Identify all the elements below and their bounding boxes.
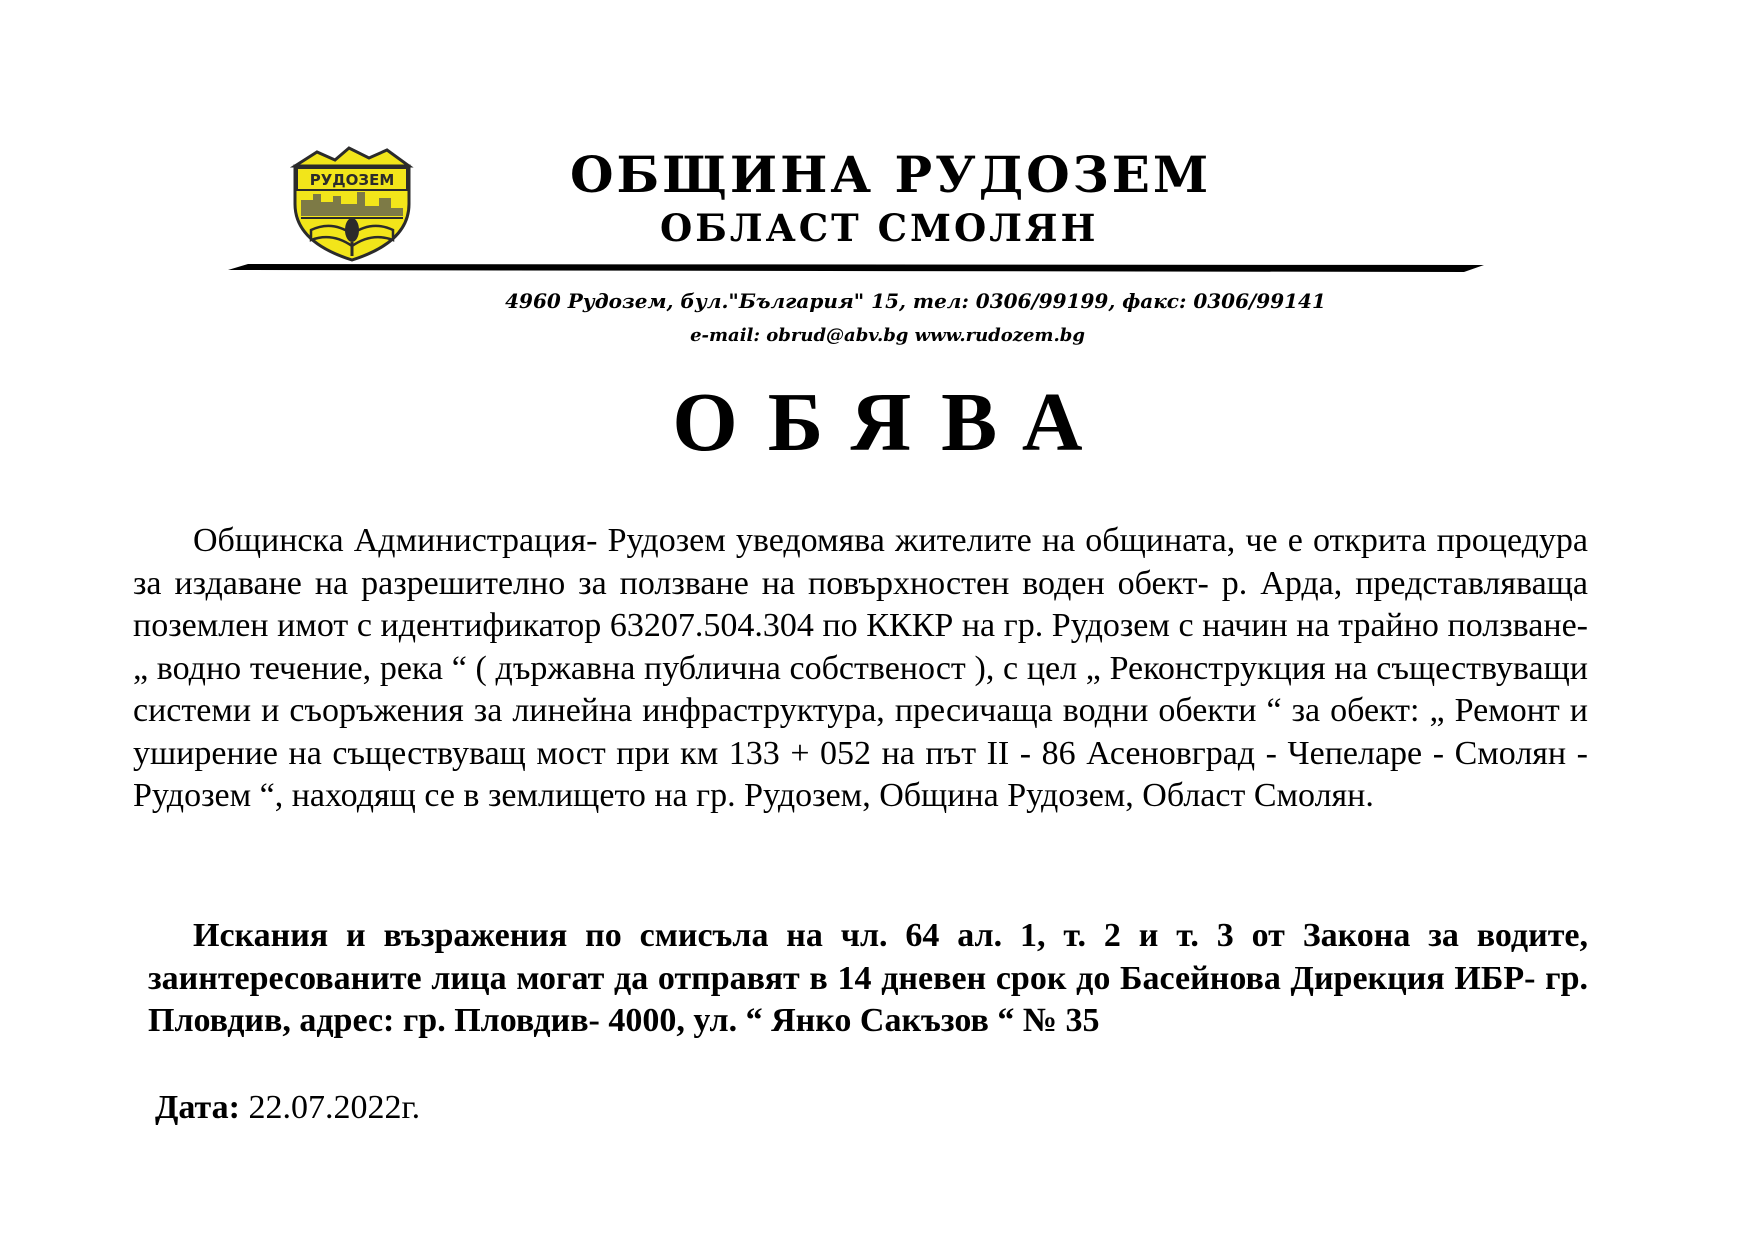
notice-date bbox=[155, 1087, 420, 1129]
notice-heading: ОБЯВА bbox=[672, 376, 1113, 469]
notice-body-paragraph: Общинска Администрация- Рудозем уведомява жителите на общината, че е открита процедура за издаване на разрешително за ползване на повърхностен воден обект- р. Арда, представляваща поземлен имот с идентификатор 63207.504.304 по КККР на гр. Рудозем с начин на трайно ползване- „ водно течение, река “ ( държавна публична собственост ), с цел „ Реконструкция на съществуващи системи и съоръжения за линейна инфраструктура, пресичаща водни обекти “ за обект: „ Ремонт и уширение на съществуващ мост при км 133 + 052 на път II - 86 Асеновград - Чепеларе - Смолян - Рудозем “, находящ се в землището на гр. Рудозем, Община Рудозем, Област Смолян. bbox=[133, 522, 1588, 814]
date-value: 22.07.2022г. bbox=[248, 1089, 421, 1126]
contact-email-website: e-mail: obrud@abv.bg www.rudozem.bg bbox=[690, 325, 1085, 346]
municipality-title: ОБЩИНА РУДОЗЕМ bbox=[570, 145, 1212, 204]
contact-address: 4960 Рудозем, бул."България" 15, тел: 0306/99199, факс: 0306/99141 bbox=[505, 289, 1326, 313]
municipality-crest-logo bbox=[287, 144, 417, 264]
date-label: Дата: bbox=[155, 1089, 240, 1126]
objections-paragraph: Искания и възражения по смисъла на чл. 64 ал. 1, т. 2 и т. 3 от Закона за водите, заинтересованите лица могат да отправят в 14 дневен срок до Басейнова Дирекция ИБР- гр. Пловдив, адрес: гр. Пловдив- 4000, ул. “ Янко Сакъзов “ № 35 bbox=[148, 917, 1588, 1039]
region-subtitle: ОБЛАСТ СМОЛЯН bbox=[660, 206, 1099, 250]
logo-text: РУДОЗЕМ bbox=[309, 171, 395, 189]
header-divider bbox=[228, 262, 1484, 274]
